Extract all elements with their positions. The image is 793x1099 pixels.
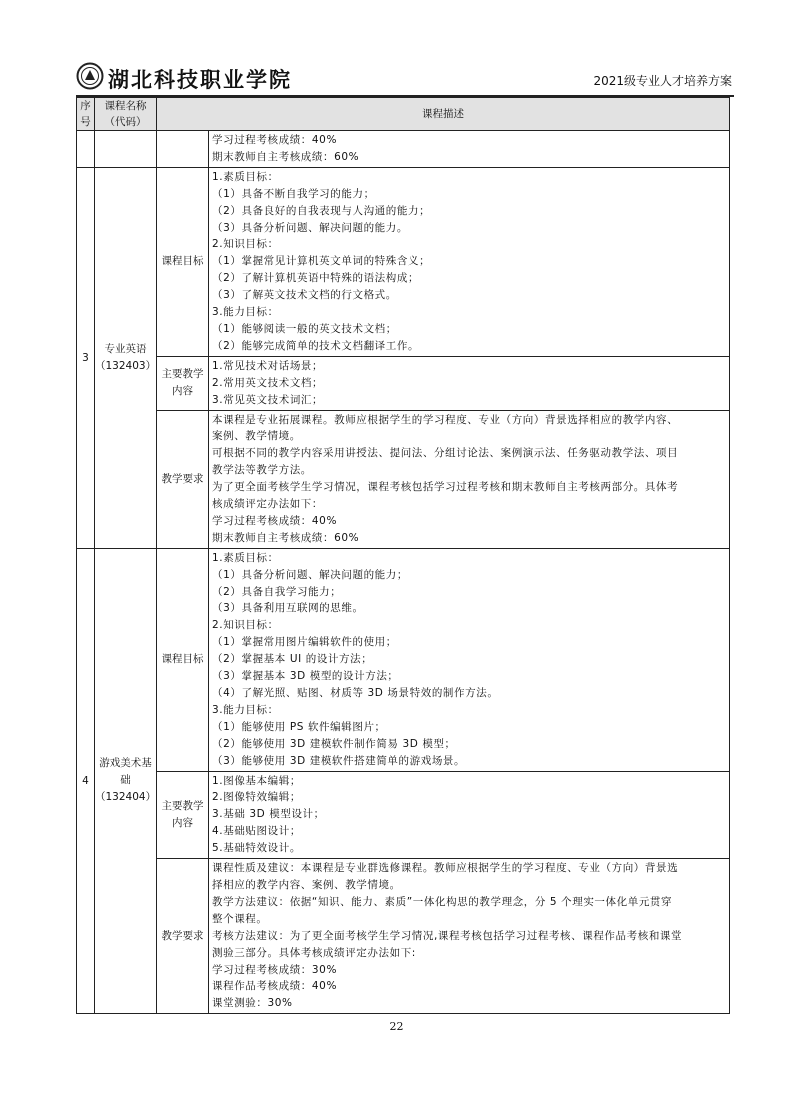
description-line: 2.图像特效编辑；: [212, 791, 301, 804]
description-line: （2）了解计算机英语中特殊的语法构成；: [212, 272, 420, 285]
col-header-desc: 课程描述: [157, 98, 730, 131]
description-line: 整个课程。: [212, 912, 268, 925]
description-line: 2.知识目标：: [212, 238, 279, 251]
description-line: （3）能够使用 3D 建模软件搭建简单的游戏场景。: [212, 754, 466, 767]
description-line: 课程作品考核成绩：40%: [212, 980, 338, 993]
description-line: （3）掌握基本 3D 模型的设计方法；: [212, 670, 399, 683]
description-line: （1）具备分析问题、解决问题的能力；: [212, 568, 408, 581]
description-line: 期末教师自主考核成绩：60%: [212, 531, 360, 544]
school-name: 湖北科技职业学院: [108, 67, 292, 92]
description-line: 案例、教学情境。: [212, 430, 301, 443]
description-line: 学习过程考核成绩：30%: [212, 963, 338, 976]
description-line: 考核方法建议：为了更全面考核学生学习情况,课程考核包括学习过程考核、课程作品考核和课堂: [212, 929, 683, 942]
course-code: （132404）: [95, 791, 157, 804]
description-line: （1）具备不断自我学习的能力；: [212, 187, 375, 200]
description-line: （1）掌握常用图片编辑软件的使用；: [212, 636, 397, 649]
description-line: 期末教师自主考核成绩：60%: [212, 150, 360, 163]
course-name: 游戏美术基础: [99, 757, 152, 787]
page-header: [76, 62, 734, 97]
section-category: [157, 131, 209, 168]
description-line: 4.基础贴图设计；: [212, 825, 301, 838]
course-number: 3: [77, 167, 95, 548]
description-line: （1）能够使用 PS 软件编辑图片；: [212, 720, 386, 733]
col-header-name: 课程名称（代码）: [95, 98, 157, 131]
description-line: 3.能力目标：: [212, 306, 279, 319]
description-line: 2.知识目标：: [212, 619, 279, 632]
description-line: 3.常见英文技术词汇；: [212, 393, 324, 406]
section-description: [209, 167, 730, 356]
table-row: [77, 131, 730, 168]
description-line: 学习过程考核成绩：40%: [212, 134, 338, 146]
description-line: 1.常见技术对话场景；: [212, 359, 324, 372]
col-header-no: 序号: [77, 98, 95, 131]
description-line: （3）了解英文技术文档的行文格式。: [212, 289, 397, 302]
description-line: （1）能够阅读一般的英文技术文档；: [212, 322, 397, 335]
description-line: 3.能力目标：: [212, 703, 279, 716]
description-line: （4）了解光照、贴图、材质等 3D 场景特效的制作方法。: [212, 687, 499, 699]
description-line: （3）具备分析问题、解决问题的能力。: [212, 221, 408, 234]
course-name: 专业英语: [104, 342, 147, 355]
table-row: [77, 167, 730, 356]
section-description: [209, 356, 730, 410]
table-row: [77, 771, 730, 859]
description-line: 可根据不同的教学内容采用讲授法、提问法、分组讨论法、案例演示法、任务驱动教学法、项目: [212, 447, 679, 460]
section-category: 课程目标: [157, 548, 209, 771]
course-name-cell: [95, 131, 157, 168]
course-table: [76, 97, 730, 1014]
section-category: 课程目标: [157, 167, 209, 356]
section-description: [209, 548, 730, 771]
description-line: 课堂测验：30%: [212, 997, 293, 1010]
description-line: 测验三部分。具体考核成绩评定办法如下:: [212, 946, 416, 959]
description-line: 5.基础特效设计。: [212, 842, 301, 855]
school-seal-icon: [76, 62, 104, 90]
description-line: 教学方法建议：依据“知识、能力、素质”一体化构思的教学理念，分 5 个理实一体化单元贯穿: [212, 895, 673, 908]
section-description: [209, 771, 730, 859]
description-line: （2）具备自我学习能力；: [212, 585, 342, 598]
table-row: [77, 859, 730, 1014]
description-line: 核成绩评定办法如下：: [212, 498, 323, 511]
description-line: （1）掌握常见计算机英文单词的特殊含义；: [212, 255, 431, 268]
description-line: 择相应的教学内容、案例、教学情境。: [212, 878, 401, 891]
description-line: 1.素质目标：: [212, 170, 279, 183]
course-name-cell: [95, 167, 157, 548]
table-row: [77, 410, 730, 548]
section-category: 主要教学内容: [157, 771, 209, 859]
table-row: [77, 548, 730, 771]
description-line: （2）能够使用 3D 建模软件制作简易 3D 模型；: [212, 737, 456, 750]
table-row: [77, 356, 730, 410]
description-line: 教学法等教学方法。: [212, 464, 312, 477]
description-line: 1.素质目标：: [212, 551, 279, 564]
description-line: （2）能够完成简单的技术文档翻译工作。: [212, 339, 420, 352]
description-line: 1.图像基本编辑；: [212, 774, 301, 787]
description-line: 2.常用英文技术文档；: [212, 376, 324, 389]
description-line: 学习过程考核成绩：40%: [212, 514, 338, 527]
description-line: （2）具备良好的自我表现与人沟通的能力；: [212, 204, 431, 217]
description-line: 为了更全面考核学生学习情况，课程考核包括学习过程考核和期末教师自主考核两部分。具体考: [212, 481, 679, 494]
section-description: [209, 131, 730, 168]
course-code: （132403）: [95, 359, 157, 372]
description-line: （3）具备利用互联网的思维。: [212, 602, 364, 615]
description-line: 本课程是专业拓展课程。教师应根据学生的学习程度、专业（方向）背景选择相应的教学内容、: [212, 413, 679, 426]
section-category: 主要教学内容: [157, 356, 209, 410]
description-line: （2）掌握基本 UI 的设计方法；: [212, 653, 373, 666]
course-number: [77, 131, 95, 168]
section-category: 教学要求: [157, 859, 209, 1014]
section-description: [209, 859, 730, 1014]
course-number: 4: [77, 548, 95, 1013]
plan-title: 2021级专业人才培养方案: [593, 74, 732, 88]
description-line: 课程性质及建议：本课程是专业群选修课程。教师应根据学生的学习程度、专业（方向）背景选: [212, 862, 679, 875]
section-description: [209, 410, 730, 548]
course-name-cell: [95, 548, 157, 1013]
page-number: 22: [389, 1020, 404, 1033]
section-category: 教学要求: [157, 410, 209, 548]
description-line: 3.基础 3D 模型设计；: [212, 808, 325, 821]
